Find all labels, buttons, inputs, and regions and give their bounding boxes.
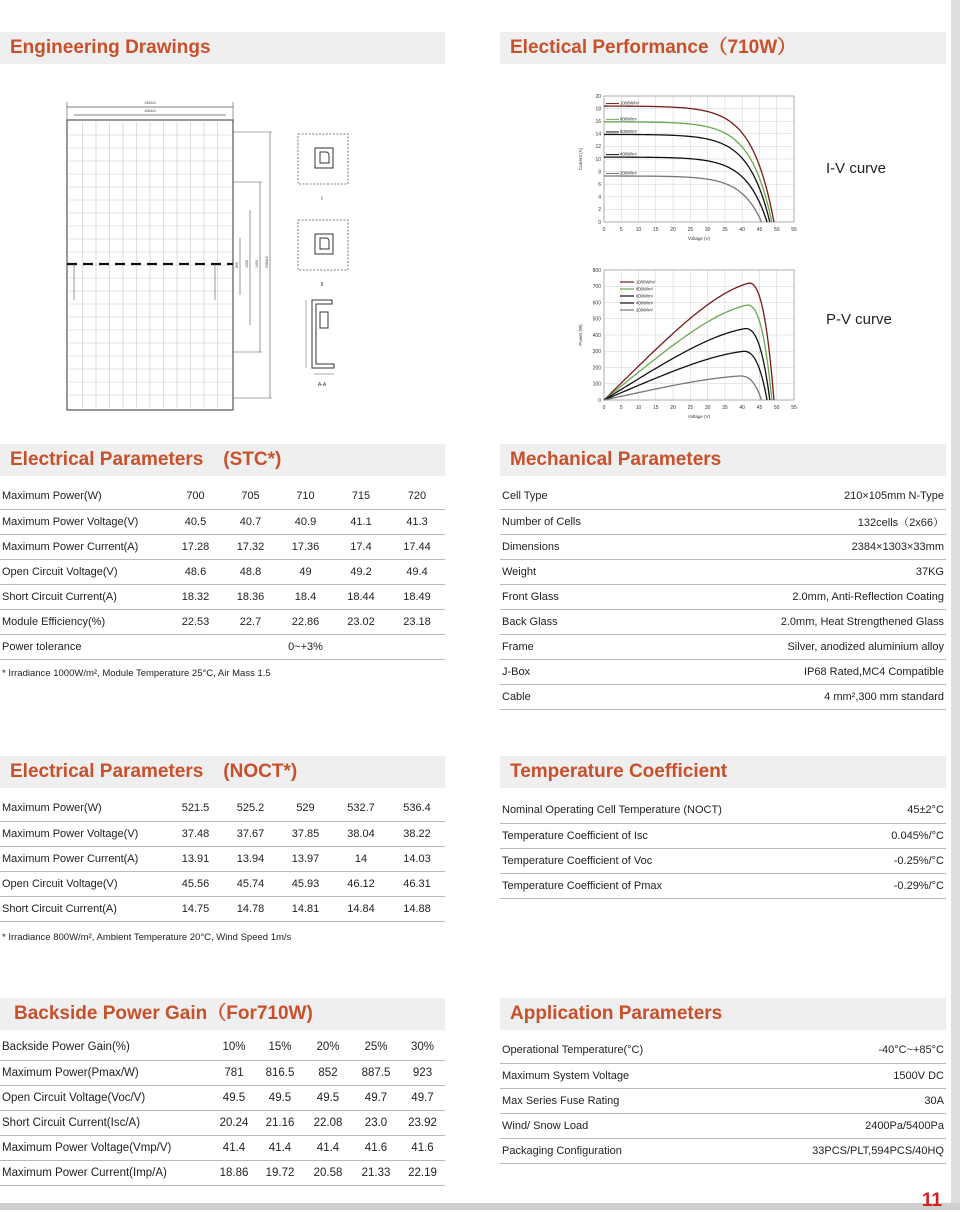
stc-row-label: Short Circuit Current(A): [0, 584, 168, 609]
stc-row-label: Maximum Power Current(A): [0, 534, 168, 559]
stc-cell: 49: [278, 559, 333, 584]
stc-cell: 18.49: [389, 584, 445, 609]
noct-cell: 532.7: [333, 796, 389, 821]
x-tick-label: 55: [791, 405, 797, 411]
y-tick-label: 0: [598, 219, 601, 226]
engineering-drawings-title: [0, 32, 445, 64]
y-tick-label: 200: [592, 365, 601, 372]
mechanical-row-value: 2.0mm, Anti-Reflection Coating: [647, 584, 946, 609]
stc-cell: 22.86: [278, 609, 333, 634]
backside-row: [0, 1060, 445, 1085]
legend-label: 200W/m²: [636, 307, 653, 313]
application-row-label: Wind/ Snow Load: [500, 1113, 730, 1138]
noct-row: [0, 846, 445, 871]
mechanical-row-value: 210×105mm N-Type: [647, 484, 946, 509]
noct-cell: 14.78: [223, 896, 278, 921]
backside-cell: 41.4: [304, 1135, 352, 1160]
mechanical-row-value: 2384×1303×33mm: [647, 534, 946, 559]
series-line: [604, 176, 762, 222]
noct-cell: 45.74: [223, 871, 278, 896]
dim-1200: 1200: [245, 260, 249, 268]
stc-cell: 22.7: [223, 609, 278, 634]
legend-label: 800W/m²: [620, 116, 637, 122]
noct-row-label: Maximum Power Voltage(V): [0, 821, 168, 846]
backside-row-label: Short Circuit Current(Isc/A): [0, 1110, 212, 1135]
series-line: [604, 134, 770, 222]
temperature-title: [500, 756, 946, 788]
mechanical-row-label: Frame: [500, 634, 647, 659]
noct-row-label: Open Circuit Voltage(V): [0, 871, 168, 896]
stc-cell: 17.36: [278, 534, 333, 559]
noct-cell: 46.12: [333, 871, 389, 896]
y-tick-label: 700: [592, 284, 601, 291]
noct-cell: 14.84: [333, 896, 389, 921]
mechanical-row-label: Cable: [500, 684, 647, 709]
mechanical-row-value: 132cells（2x66）: [647, 509, 946, 534]
mechanical-row-label: Dimensions: [500, 534, 647, 559]
stc-row-label: Maximum Power Voltage(V): [0, 509, 168, 534]
stc-row: [0, 484, 445, 509]
application-title-text: Application Parameters: [510, 1003, 723, 1024]
y-tick-label: 10: [595, 156, 601, 163]
legend-label: 400W/m²: [636, 300, 653, 306]
y-tick-label: 14: [595, 131, 601, 138]
y-tick-label: 12: [595, 144, 601, 151]
mechanical-row: [500, 634, 946, 659]
application-table: [500, 1038, 946, 1164]
noct-cell: 14.88: [389, 896, 445, 921]
x-tick-label: 35: [722, 405, 728, 411]
noct-cell: 14.75: [168, 896, 223, 921]
stc-cell: 17.32: [223, 534, 278, 559]
temperature-title-text: Temperature Coefficient: [510, 761, 728, 782]
x-tick-label: 5: [619, 227, 623, 233]
mechanical-title-text: Mechanical Parameters: [510, 449, 722, 470]
mechanical-row-value: Silver, anodized aluminium alloy: [647, 634, 946, 659]
legend-label: 200W/m²: [620, 170, 637, 176]
backside-cell: 923: [400, 1060, 445, 1085]
y-tick-label: 0: [598, 397, 601, 404]
stc-cell: 41.3: [389, 509, 445, 534]
page-number: 11: [921, 1190, 942, 1211]
stc-title-text: Electrical Parameters: [10, 449, 204, 470]
stc-cell: 48.8: [223, 559, 278, 584]
mechanical-row: [500, 559, 946, 584]
temperature-row: [500, 873, 946, 898]
noct-row: [0, 821, 445, 846]
mechanical-title: [500, 444, 946, 476]
legend-label: 600W/m²: [620, 128, 637, 134]
series-line: [604, 305, 772, 400]
y-tick-label: 6: [598, 182, 601, 188]
noct-cell: 38.22: [389, 821, 445, 846]
x-tick-label: 5: [619, 405, 623, 411]
backside-cell: 20.58: [304, 1160, 352, 1185]
backside-cell: 19.72: [256, 1160, 304, 1185]
x-tick-label: 20: [670, 405, 676, 411]
noct-cell: 13.94: [223, 846, 278, 871]
stc-cell: 18.32: [168, 584, 223, 609]
mechanical-row: [500, 534, 946, 559]
x-tick-label: 15: [653, 405, 659, 411]
stc-cell: 40.9: [278, 509, 333, 534]
legend-label: 1000W/m²: [620, 100, 640, 106]
backside-row: [0, 1160, 445, 1185]
application-row: [500, 1138, 946, 1163]
noct-cell: 46.31: [389, 871, 445, 896]
stc-row: [0, 584, 445, 609]
x-tick-label: 25: [687, 227, 694, 233]
noct-footnote: * Irradiance 800W/m², Ambient Temperature 20°C, Wind Speed 1m/s: [2, 932, 292, 943]
dim-800: 800: [235, 262, 239, 268]
backside-row: [0, 1035, 445, 1060]
backside-row-label: Maximum Power Voltage(Vmp/V): [0, 1135, 212, 1160]
noct-cell: 525.2: [223, 796, 278, 821]
x-tick-label: 35: [722, 227, 728, 233]
series-line: [604, 376, 762, 400]
backside-cell: 41.6: [352, 1135, 400, 1160]
noct-cell: 536.4: [389, 796, 445, 821]
y-tick-label: 4: [598, 194, 601, 201]
mechanical-row: [500, 484, 946, 509]
backside-cell: 41.4: [256, 1135, 304, 1160]
temperature-table: [500, 798, 946, 899]
backside-cell: 41.4: [212, 1135, 256, 1160]
y-tick-label: 18: [595, 106, 601, 113]
application-row: [500, 1113, 946, 1138]
application-row-value: 1500V DC: [730, 1063, 946, 1088]
stc-cell: 700: [168, 484, 223, 509]
backside-cell: 49.7: [352, 1085, 400, 1110]
backside-row-label: Maximum Power Current(Imp/A): [0, 1160, 212, 1185]
engineering-drawing: [50, 90, 370, 420]
stc-cell: 23.02: [333, 609, 389, 634]
stc-cell: 49.2: [333, 559, 389, 584]
backside-cell: 20%: [304, 1035, 352, 1060]
stc-cell: 40.7: [223, 509, 278, 534]
stc-cell: 720: [389, 484, 445, 509]
backside-row-label: Backside Power Gain(%): [0, 1035, 212, 1060]
iv-curve-chart: [568, 88, 796, 248]
stc-subtitle-text: (STC*): [223, 449, 282, 470]
noct-subtitle-text: (NOCT*): [223, 761, 298, 782]
stc-tolerance-label: Power tolerance: [0, 634, 168, 659]
noct-cell: 521.5: [168, 796, 223, 821]
application-row: [500, 1063, 946, 1088]
noct-row: [0, 896, 445, 921]
application-row-value: -40°C~+85°C: [730, 1038, 946, 1063]
mechanical-row-value: 4 mm²,300 mm standard: [647, 684, 946, 709]
stc-table: [0, 484, 445, 660]
backside-cell: 22.19: [400, 1160, 445, 1185]
application-title: [500, 998, 946, 1030]
performance-subtitle-text: （710W）: [708, 37, 797, 58]
pv-curve-chart: [568, 262, 796, 432]
legend-label: 800W/m²: [636, 286, 653, 292]
noct-cell: 529: [278, 796, 333, 821]
dim-1400: 1400: [255, 260, 259, 268]
y-tick-label: 800: [592, 267, 601, 274]
mechanical-row: [500, 509, 946, 534]
noct-title-text: Electrical Parameters: [10, 761, 204, 782]
x-tick-label: 15: [653, 227, 659, 233]
x-tick-label: 50: [773, 405, 780, 411]
legend-label: 1000W/m²: [636, 279, 656, 285]
application-row-label: Maximum System Voltage: [500, 1063, 730, 1088]
backside-title: [0, 998, 445, 1030]
mechanical-row-value: IP68 Rated,MC4 Compatible: [647, 659, 946, 684]
backside-cell: 852: [304, 1060, 352, 1085]
backside-cell: 21.33: [352, 1160, 400, 1185]
mechanical-row-value: 37KG: [647, 559, 946, 584]
mechanical-row-label: Weight: [500, 559, 647, 584]
noct-cell: 13.97: [278, 846, 333, 871]
x-tick-label: 20: [670, 227, 676, 233]
section-i-frame: [298, 134, 348, 184]
backside-cell: 41.6: [400, 1135, 445, 1160]
x-axis-label: Voltage (V): [687, 414, 711, 419]
legend-label: 600W/m²: [636, 293, 653, 299]
application-row-value: 2400Pa/5400Pa: [730, 1113, 946, 1138]
temperature-row-value: -0.25%/°C: [858, 848, 946, 873]
backside-cell: 49.7: [400, 1085, 445, 1110]
stc-cell: 40.5: [168, 509, 223, 534]
stc-cell: 23.18: [389, 609, 445, 634]
y-tick-label: 300: [592, 349, 601, 356]
backside-row: [0, 1085, 445, 1110]
stc-row: [0, 609, 445, 634]
y-axis-label: Power (W): [578, 324, 583, 346]
backside-cell: 781: [212, 1060, 256, 1085]
temperature-row: [500, 798, 946, 823]
temperature-row-value: -0.29%/°C: [858, 873, 946, 898]
application-row-label: Operational Temperature(°C): [500, 1038, 730, 1063]
temperature-row-label: Temperature Coefficient of Isc: [500, 823, 858, 848]
noct-table: [0, 796, 445, 922]
backside-cell: 23.92: [400, 1110, 445, 1135]
stc-title: [0, 444, 445, 476]
stc-cell: 17.28: [168, 534, 223, 559]
backside-cell: 23.0: [352, 1110, 400, 1135]
stc-tolerance-row: [0, 634, 445, 659]
bottom-edge-shade: [0, 1203, 960, 1210]
backside-cell: 25%: [352, 1035, 400, 1060]
noct-cell: 45.93: [278, 871, 333, 896]
section-ii-frame: [298, 220, 348, 270]
backside-table: [0, 1035, 445, 1186]
noct-title: [0, 756, 445, 788]
stc-tolerance-value: 0~+3%: [278, 634, 333, 659]
stc-cell: 17.44: [389, 534, 445, 559]
stc-row-label: Module Efficiency(%): [0, 609, 168, 634]
mechanical-row-label: J-Box: [500, 659, 647, 684]
backside-cell: 22.08: [304, 1110, 352, 1135]
x-tick-label: 45: [756, 405, 763, 411]
backside-cell: 30%: [400, 1035, 445, 1060]
mechanical-row: [500, 684, 946, 709]
y-tick-label: 500: [592, 316, 601, 323]
stc-row: [0, 534, 445, 559]
stc-cell: 18.44: [333, 584, 389, 609]
dim-width-inner: 1264±2: [144, 109, 156, 113]
y-axis-label: Current (A): [578, 147, 583, 171]
application-row-label: Packaging Configuration: [500, 1138, 730, 1163]
mechanical-row-label: Front Glass: [500, 584, 647, 609]
stc-cell: 18.36: [223, 584, 278, 609]
stc-row-label: Maximum Power(W): [0, 484, 168, 509]
dim-height: 2384±2: [265, 256, 269, 268]
temperature-row-label: Temperature Coefficient of Pmax: [500, 873, 858, 898]
backside-cell: 887.5: [352, 1060, 400, 1085]
stc-cell: 18.4: [278, 584, 333, 609]
x-tick-label: 30: [704, 227, 711, 233]
noct-cell: 14.03: [389, 846, 445, 871]
x-tick-label: 40: [739, 227, 745, 233]
temperature-row-label: Temperature Coefficient of Voc: [500, 848, 858, 873]
stc-cell: 710: [278, 484, 333, 509]
stc-cell: 41.1: [333, 509, 389, 534]
y-tick-label: 20: [595, 93, 601, 100]
mechanical-row: [500, 584, 946, 609]
backside-row: [0, 1110, 445, 1135]
backside-title-text: Backside Power Gain（For710W): [14, 1003, 313, 1024]
stc-row: [0, 509, 445, 534]
stc-cell: 705: [223, 484, 278, 509]
x-tick-label: 10: [635, 227, 642, 233]
backside-cell: 49.5: [304, 1085, 352, 1110]
stc-cell: 48.6: [168, 559, 223, 584]
backside-row-label: Open Circuit Voltage(Voc/V): [0, 1085, 212, 1110]
electrical-performance-title: [500, 32, 946, 64]
x-tick-label: 10: [635, 405, 642, 411]
section-i-label: I: [321, 196, 323, 202]
stc-row: [0, 559, 445, 584]
stc-row-label: Open Circuit Voltage(V): [0, 559, 168, 584]
performance-title-text: Electical Performance: [510, 37, 709, 58]
y-tick-label: 100: [592, 381, 601, 388]
mechanical-row: [500, 659, 946, 684]
noct-cell: 37.67: [223, 821, 278, 846]
noct-cell: 38.04: [333, 821, 389, 846]
stc-cell: 17.4: [333, 534, 389, 559]
noct-cell: 37.85: [278, 821, 333, 846]
noct-cell: 14: [333, 846, 389, 871]
backside-cell: 20.24: [212, 1110, 256, 1135]
x-tick-label: 40: [739, 405, 745, 411]
x-tick-label: 55: [791, 227, 797, 233]
stc-footnote: * Irradiance 1000W/m², Module Temperature 25°C, Air Mass 1.5: [2, 668, 271, 679]
mechanical-table: [500, 484, 946, 710]
x-axis-label: Voltage (V): [687, 236, 711, 241]
backside-cell: 816.5: [256, 1060, 304, 1085]
mechanical-row-label: Back Glass: [500, 609, 647, 634]
application-row-value: 30A: [730, 1088, 946, 1113]
temperature-row-label: Nominal Operating Cell Temperature (NOCT): [500, 798, 858, 823]
iv-curve-label: I-V curve: [826, 160, 887, 177]
section-aa-label: A-A: [317, 382, 327, 388]
noct-row: [0, 796, 445, 821]
engineering-title-text: Engineering Drawings: [10, 37, 211, 58]
temperature-row: [500, 823, 946, 848]
noct-row-label: Maximum Power(W): [0, 796, 168, 821]
stc-cell: 49.4: [389, 559, 445, 584]
y-tick-label: 400: [592, 332, 601, 339]
legend-label: 400W/m²: [620, 151, 637, 157]
mechanical-row-value: 2.0mm, Heat Strengthened Glass: [647, 609, 946, 634]
noct-cell: 14.81: [278, 896, 333, 921]
backside-cell: 18.86: [212, 1160, 256, 1185]
noct-row-label: Short Circuit Current(A): [0, 896, 168, 921]
frame-profile: [312, 300, 334, 368]
y-tick-label: 2: [598, 207, 601, 214]
noct-cell: 37.48: [168, 821, 223, 846]
temperature-row-value: 0.045%/°C: [858, 823, 946, 848]
series-line: [604, 157, 767, 222]
noct-row-label: Maximum Power Current(A): [0, 846, 168, 871]
x-tick-label: 25: [687, 405, 694, 411]
application-row-label: Max Series Fuse Rating: [500, 1088, 730, 1113]
pv-curve-label: P-V curve: [826, 311, 892, 328]
right-edge-shade: [951, 0, 960, 1210]
backside-cell: 49.5: [212, 1085, 256, 1110]
mechanical-row-label: Cell Type: [500, 484, 647, 509]
x-tick-label: 30: [704, 405, 711, 411]
noct-cell: 13.91: [168, 846, 223, 871]
y-tick-label: 600: [592, 300, 601, 307]
dim-width-outer: 1303±2: [144, 101, 156, 105]
mechanical-row: [500, 609, 946, 634]
x-tick-label: 0: [602, 405, 606, 411]
backside-cell: 10%: [212, 1035, 256, 1060]
noct-row: [0, 871, 445, 896]
backside-cell: 15%: [256, 1035, 304, 1060]
mechanical-row-label: Number of Cells: [500, 509, 647, 534]
x-tick-label: 50: [773, 227, 780, 233]
backside-row: [0, 1135, 445, 1160]
temperature-row-value: 45±2°C: [858, 798, 946, 823]
application-row-value: 33PCS/PLT,594PCS/40HQ: [730, 1138, 946, 1163]
x-tick-label: 0: [602, 227, 606, 233]
backside-cell: 49.5: [256, 1085, 304, 1110]
application-row: [500, 1088, 946, 1113]
y-tick-label: 8: [598, 169, 601, 176]
stc-cell: 22.53: [168, 609, 223, 634]
backside-cell: 21.16: [256, 1110, 304, 1135]
x-tick-label: 45: [756, 227, 763, 233]
section-ii-label: II: [320, 282, 324, 288]
temperature-row: [500, 848, 946, 873]
stc-cell: 715: [333, 484, 389, 509]
noct-cell: 45.56: [168, 871, 223, 896]
application-row: [500, 1038, 946, 1063]
y-tick-label: 16: [595, 119, 601, 125]
backside-row-label: Maximum Power(Pmax/W): [0, 1060, 212, 1085]
